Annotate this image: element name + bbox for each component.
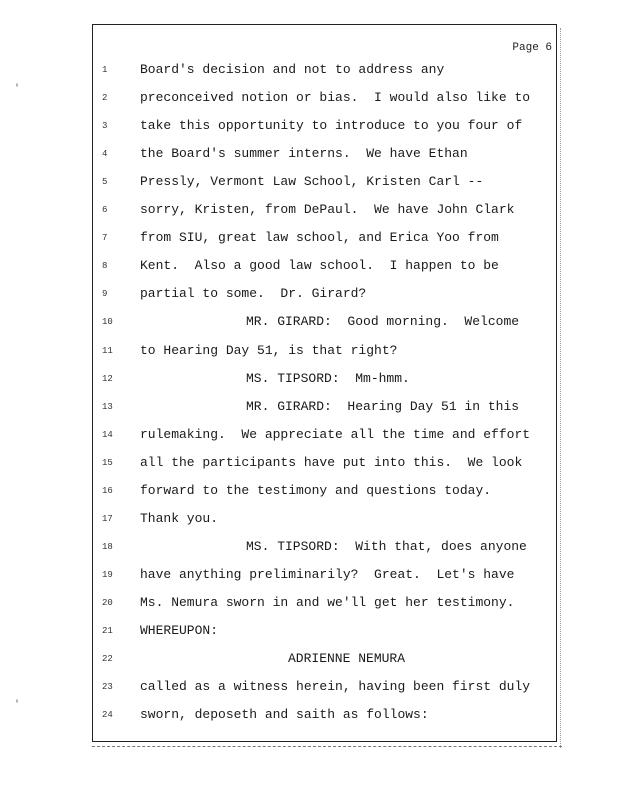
line-text: MR. GIRARD: Good morning. Welcome: [246, 314, 520, 330]
line-text: all the participants have put into this. We look: [140, 454, 523, 470]
line-text: the Board's summer interns. We have Ethan: [140, 146, 468, 162]
transcript-line: [92, 284, 562, 304]
transcript-line: [92, 453, 562, 473]
transcript-line: [92, 312, 562, 332]
line-text: sorry, Kristen, from DePaul. We have John Clark: [140, 202, 515, 218]
transcript-line: [92, 369, 562, 389]
line-number: 12: [102, 373, 113, 384]
line-text: Kent. Also a good law school. I happen to be: [140, 258, 499, 274]
margin-mark: ': [14, 84, 21, 95]
transcript-line: [92, 565, 562, 585]
transcript-line: [92, 397, 562, 417]
line-number: 5: [102, 177, 108, 188]
line-number: 6: [102, 205, 108, 216]
line-text: Ms. Nemura sworn in and we'll get her testimony.: [140, 594, 515, 610]
line-number: 4: [102, 149, 108, 160]
transcript-line: [92, 60, 562, 80]
line-text: rulemaking. We appreciate all the time and effort: [140, 426, 531, 442]
transcript-line: [92, 649, 562, 669]
line-text: take this opportunity to introduce to you four of: [140, 118, 523, 134]
transcript-line: [92, 481, 562, 501]
line-text: WHEREUPON:: [140, 623, 219, 638]
transcript-line: [92, 144, 562, 164]
transcript-line: [92, 228, 562, 248]
transcript-line: [92, 537, 562, 557]
line-text: MS. TIPSORD: With that, does anyone: [246, 538, 527, 554]
transcript-line: [92, 88, 562, 108]
line-number: 3: [102, 121, 108, 132]
line-text: Board's decision and not to address any: [140, 62, 445, 77]
line-number: 8: [102, 261, 108, 272]
line-number: 11: [102, 345, 113, 356]
line-text: from SIU, great law school, and Erica Yoo from: [140, 230, 499, 246]
transcript-line: [92, 116, 562, 136]
page-number: Page 6: [512, 42, 552, 54]
line-number: 18: [102, 541, 113, 552]
line-number: 13: [102, 401, 113, 412]
line-number: 23: [102, 682, 113, 693]
line-text: MR. GIRARD: Hearing Day 51 in this: [246, 398, 520, 414]
margin-mark: ': [14, 700, 21, 711]
line-number: 21: [102, 626, 113, 636]
line-text: Pressly, Vermont Law School, Kristen Carl --: [140, 174, 484, 190]
transcript-line: [92, 172, 562, 192]
footer-rule: [92, 746, 562, 748]
line-text: ADRIENNE NEMURA: [288, 651, 406, 667]
transcript-line: [92, 256, 562, 276]
line-text: partial to some. Dr. Girard?: [140, 286, 367, 302]
line-number: 2: [102, 93, 108, 104]
transcript-line: [92, 425, 562, 445]
transcript-line: [92, 200, 562, 220]
line-number: 10: [102, 317, 113, 328]
line-text: called as a witness herein, having been first duly: [140, 679, 531, 695]
transcript-line: [92, 621, 562, 641]
transcript-line: [92, 509, 562, 529]
line-number: 20: [102, 597, 113, 608]
line-number: 17: [102, 513, 113, 524]
transcript-line: [92, 705, 562, 725]
line-number: 16: [102, 485, 113, 496]
transcript-line: [92, 341, 562, 361]
line-text: have anything preliminarily? Great. Let's have: [140, 566, 515, 582]
line-text: preconceived notion or bias. I would also like to: [140, 90, 531, 106]
line-number: 15: [102, 457, 113, 468]
transcript-line: [92, 593, 562, 613]
line-number: 7: [102, 233, 108, 244]
line-number: 24: [102, 710, 113, 721]
line-text: forward to the testimony and questions today.: [140, 482, 492, 498]
line-text: to Hearing Day 51, is that right?: [140, 342, 398, 358]
transcript-line: [92, 677, 562, 697]
line-number: 19: [102, 569, 113, 580]
line-text: Thank you.: [140, 510, 219, 526]
line-number: 9: [102, 289, 108, 300]
line-text: sworn, deposeth and saith as follows:: [140, 707, 429, 723]
line-number: 14: [102, 429, 113, 440]
line-number: 22: [102, 654, 113, 665]
line-number: 1: [102, 65, 108, 75]
line-text: MS. TIPSORD: Mm-hmm.: [246, 370, 410, 386]
